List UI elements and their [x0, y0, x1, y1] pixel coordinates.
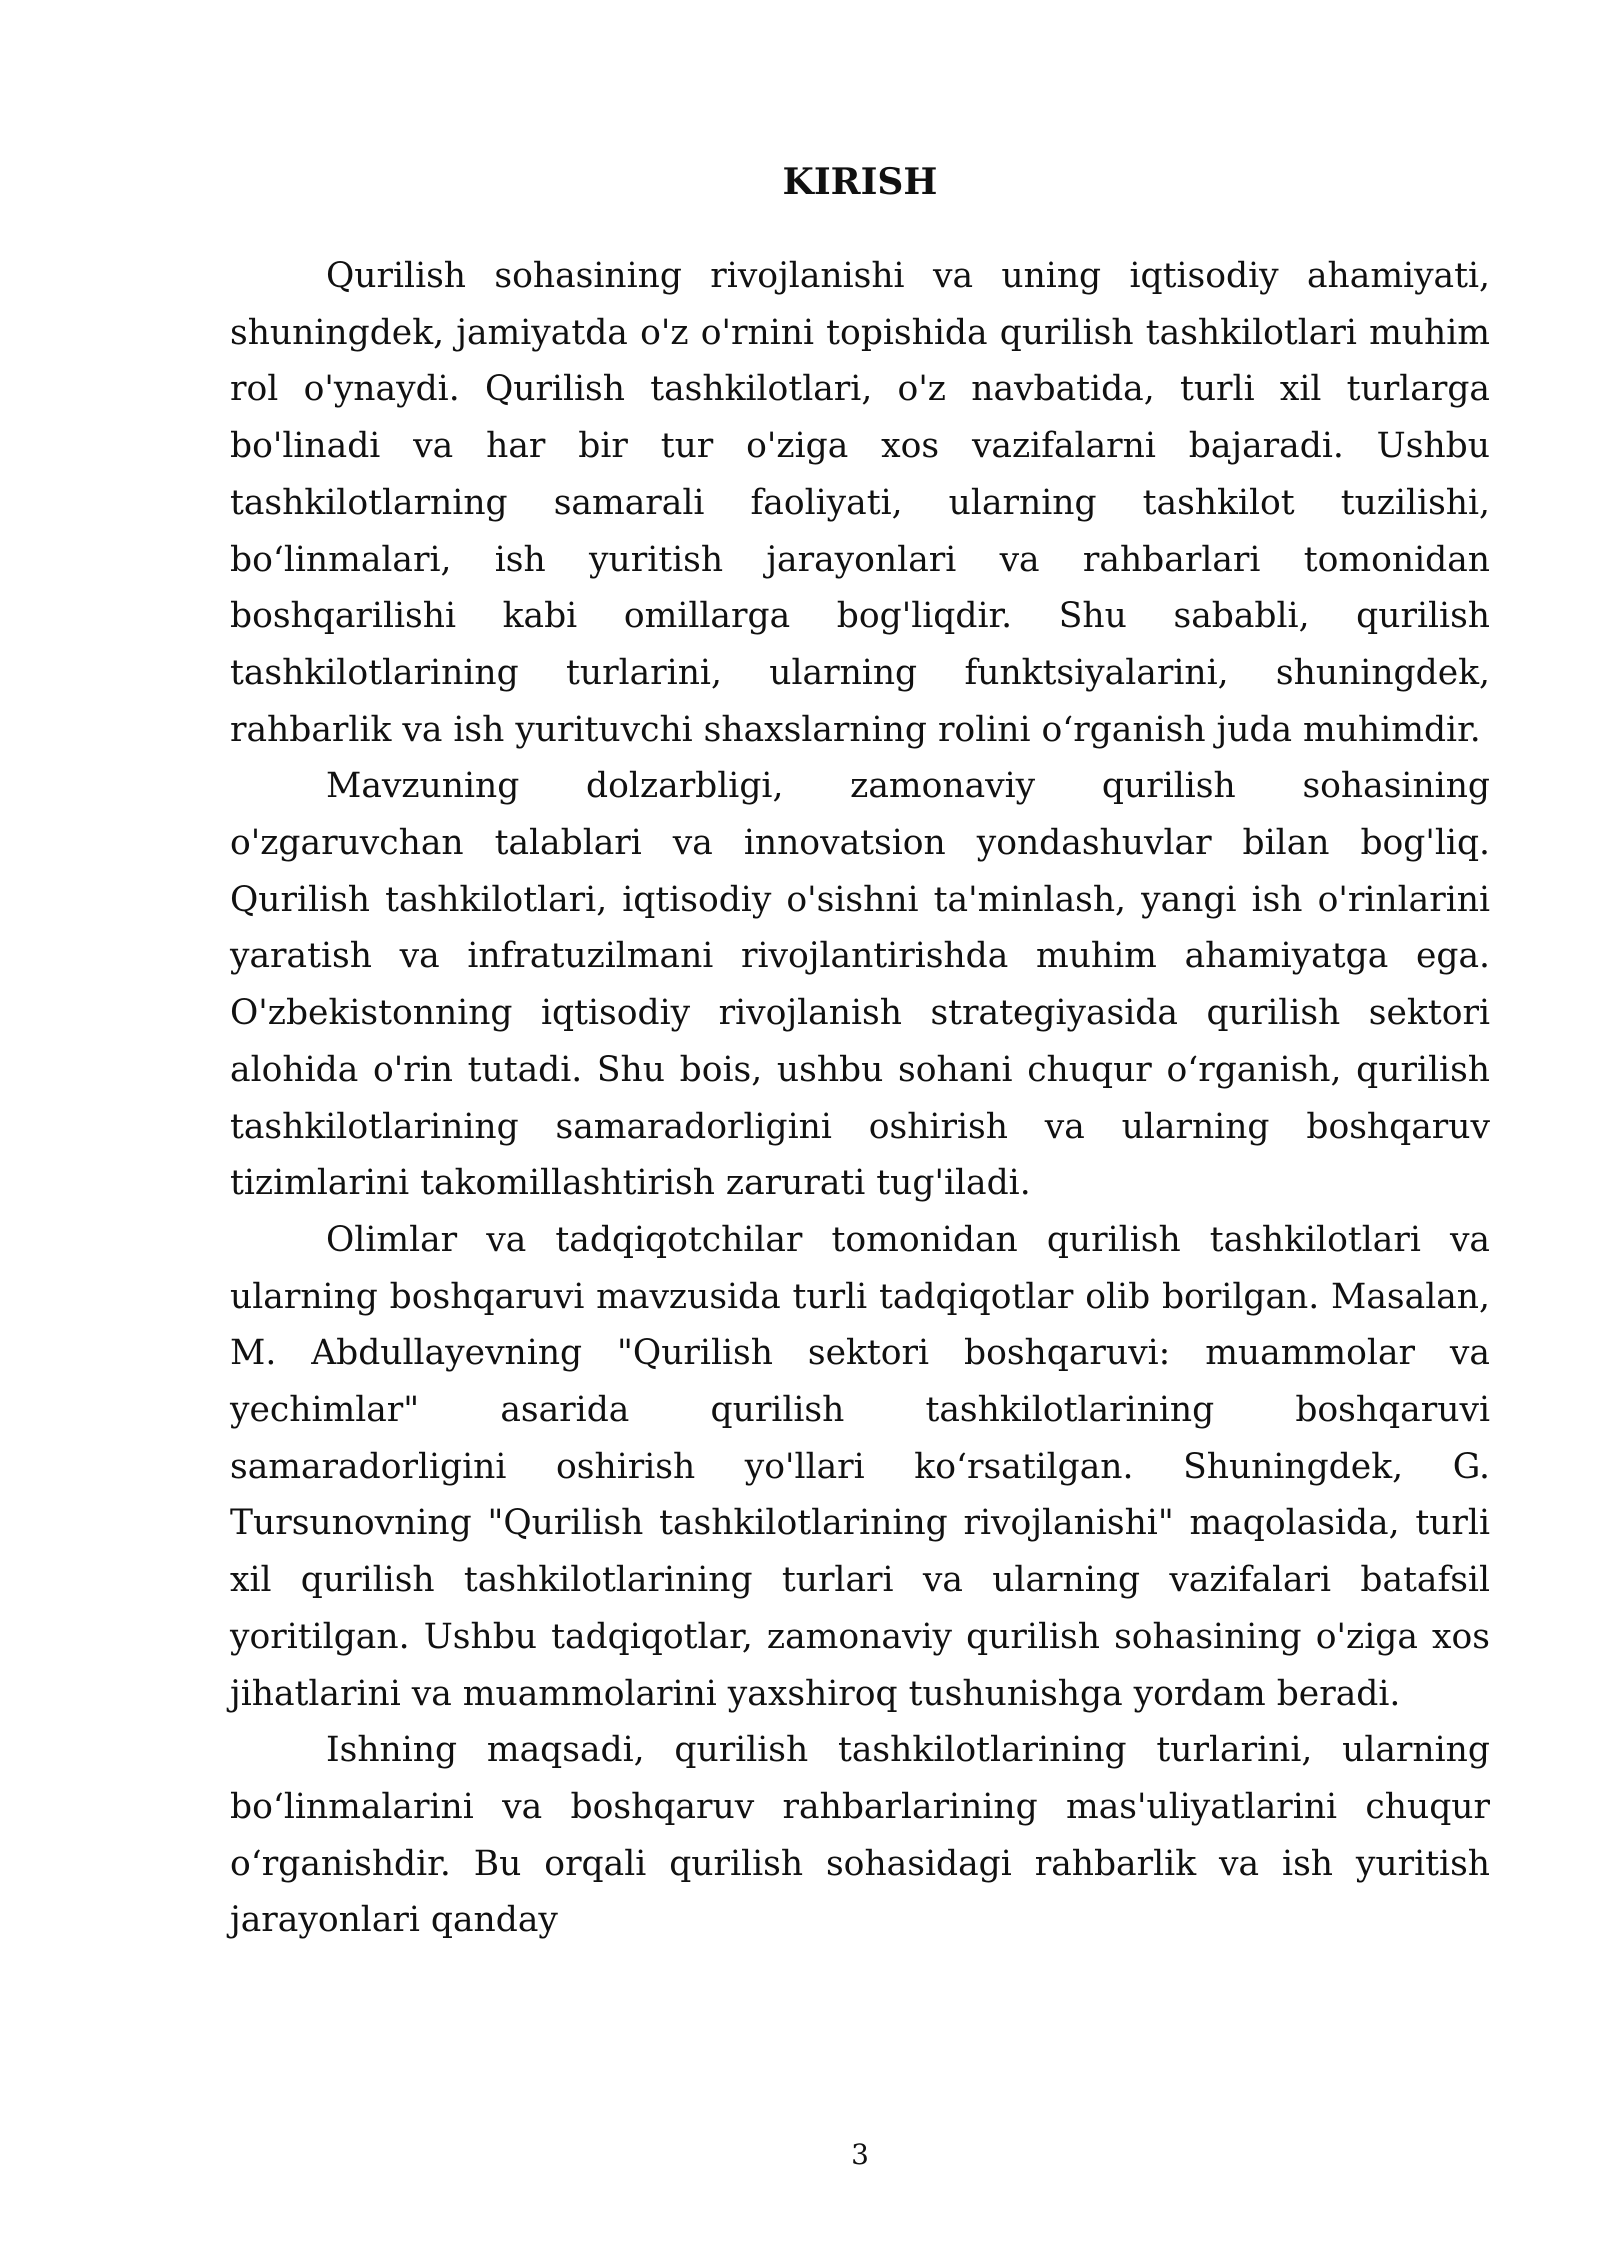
- paragraph-3: Olimlar va tadqiqotchilar tomonidan qurilish tashkilotlari va ularning boshqaruvi mavzusida turli tadqiqotlar olib borilgan. Masalan, M. Abdullayevning "Qurilish sektori boshqaruvi: muammolar va yechimlar" asarida qurilish tashkilotlarining boshqaruvi samaradorligini oshirish yo'llari ko‘rsatilgan. Shuningdek, G. Tursunovning "Qurilish tashkilotlarining rivojlanishi" maqolasida, turli xil qurilish tashkilotlarining turlari va ularning vazifalari batafsil yoritilgan. Ushbu tadqiqotlar, zamonaviy qurilish sohasining o'ziga xos jihatlarini va muammolarini yaxshiroq tushunishga yordam beradi.: [230, 1219, 1490, 1714]
- page-number: 3: [851, 2138, 869, 2171]
- body-text: [230, 248, 1490, 1949]
- section-heading: KIRISH: [782, 161, 938, 203]
- paragraph-1: Qurilish sohasining rivojlanishi va uning iqtisodiy ahamiyati, shuningdek, jamiyatda o'z o'rnini topishida qurilish tashkilotlari muhim rol o'ynaydi. Qurilish tashkilotlari, o'z navbatida, turli xil turlarga bo'linadi va har bir tur o'ziga xos vazifalarni bajaradi. Ushbu tashkilotlarning samarali faoliyati, ularning tashkilot tuzilishi, bo‘linmalari, ish yuritish jarayonlari va rahbarlari tomonidan boshqarilishi kabi omillarga bog'liqdir. Shu sababli, qurilish tashkilotlarining turlarini, ularning funktsiyalarini, shuningdek, rahbarlik va ish yurituvchi shaxslarning rolini o‘rganish juda muhimdir.: [230, 256, 1490, 750]
- paragraph-2: Mavzuning dolzarbligi, zamonaviy qurilish sohasining o'zgaruvchan talablari va innovatsion yondashuvlar bilan bog'liq. Qurilish tashkilotlari, iqtisodiy o'sishni ta'minlash, yangi ish o'rinlarini yaratish va infratuzilmani rivojlantirishda muhim ahamiyatga ega. O'zbekistonning iqtisodiy rivojlanish strategiyasida qurilish sektori alohida o'rin tutadi. Shu bois, ushbu sohani chuqur o‘rganish, qurilish tashkilotlarining samaradorligini oshirish va ularning boshqaruv tizimlarini takomillashtirish zarurati tug'iladi.: [230, 766, 1490, 1204]
- paragraph-4: Ishning maqsadi, qurilish tashkilotlarining turlarini, ularning bo‘linmalarini va boshqaruv rahbarlarining mas'uliyatlarini chuqur o‘rganishdir. Bu orqali qurilish sohasidagi rahbarlik va ish yuritish jarayonlari qanday: [230, 1730, 1490, 1941]
